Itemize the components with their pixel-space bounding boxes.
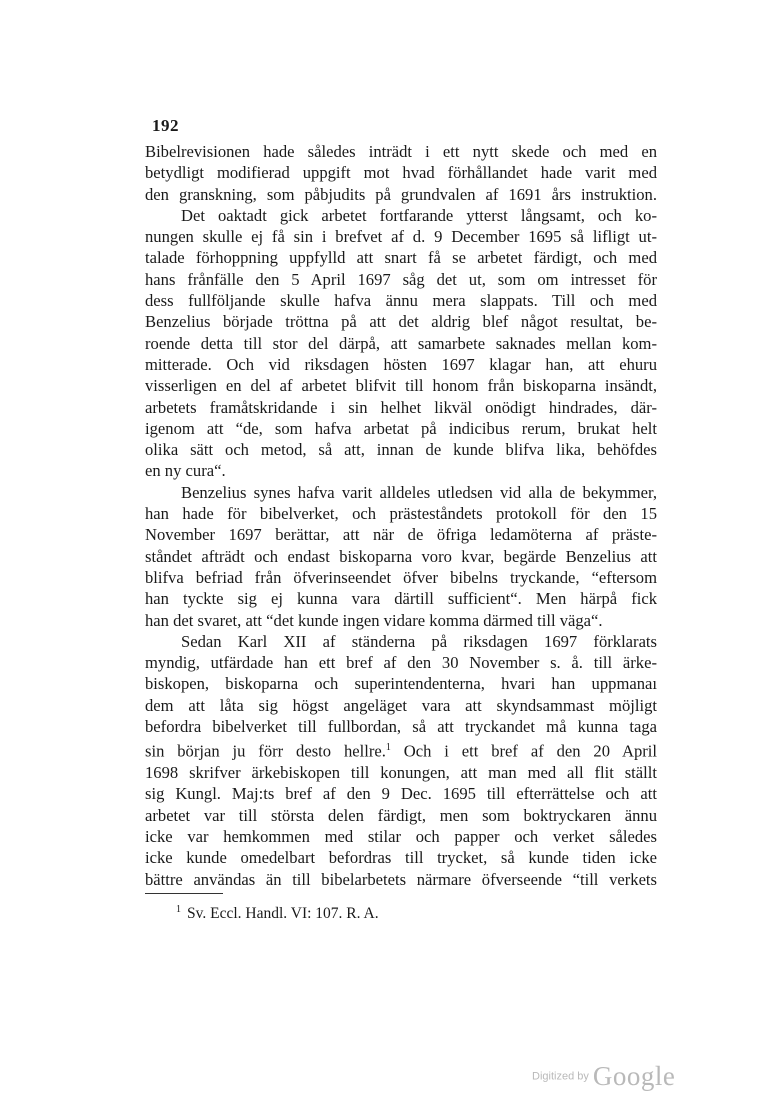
text-line: olika sätt och metod, så att, innan de kunde blifva lika, behöfdes [145, 440, 657, 460]
text-line: nungen skulle ej få sin i brefvet af d. 9 December 1695 så lifligt ut- [145, 227, 657, 247]
text-line: talade förhoppning uppfylld att snart få se arbetet färdigt, och med [145, 248, 657, 268]
text-line: Sedan Karl XII af ständerna på riksdagen 1697 förklarats [181, 631, 657, 651]
text-line: arbetets framåtskridande i sin helhet likväl onödigt hindrades, där- [145, 397, 657, 417]
footnote-divider [145, 893, 223, 894]
text-line: mitterade. Och vid riksdagen hösten 1697 klagar han, att ehuru [145, 354, 657, 374]
text-line: Det oaktadt gick arbetet fortfarande ytterst långsamt, och ko- [181, 205, 657, 225]
footnote [176, 904, 379, 923]
text-segment: sin början ju förr desto hellre. [145, 741, 386, 761]
google-logo: Google [592, 1061, 676, 1091]
text-line: 1698 skrifver ärkebiskopen till konungen, att man med all flit ställt [145, 763, 657, 783]
text-line: Benzelius började tröttna på att det aldrig blef något resultat, be- [145, 312, 657, 332]
text-line-with-footnote [145, 737, 657, 762]
watermark-prefix: Digitized by [532, 1070, 589, 1083]
footnote-text: Sv. Eccl. Handl. VI: 107. R. A. [187, 905, 379, 923]
text-line: han det svaret, att “det kunde ingen vidare komma därmed till väga“. [145, 610, 603, 630]
text-line: dem att låta sig högst angeläget vara att skyndsammast möjligt [145, 695, 657, 715]
footnote-marker: 1 [176, 904, 181, 915]
text-line: bättre användas än till bibelarbetets närmare öfverseende “till verkets [145, 869, 657, 889]
text-line: den granskning, som påbjudits på grundvalen af 1691 års instruktion. [145, 184, 657, 204]
text-line: befordra bibelverket till fullbordan, så att tryckandet må kunna taga [145, 717, 657, 737]
text-line: blifva befriad från öfverinseendet öfver bibelns tryckande, “eftersom [145, 567, 657, 587]
text-line: Benzelius synes hafva varit alldeles utledsen vid alla de bekymmer, [181, 482, 657, 502]
text-line: ståndet afträdt och endast biskoparna voro kvar, begärde Benzelius att [145, 546, 657, 566]
text-line: igenom att “de, som hafva arbetat på indicibus rerum, brukat helt [145, 418, 657, 438]
text-line: visserligen en del af arbetet blifvit till honom från biskoparna insändt, [145, 376, 657, 396]
text-line: arbetet var till största delen färdigt, men som boktryckaren ännu [145, 805, 657, 825]
text-line: roende detta till stor del därpå, att samarbete saknades mellan kom- [145, 333, 657, 353]
footnote-reference: 1 [385, 742, 391, 754]
text-line: Bibelrevisionen hade således inträdt i ett nytt skede och med en [145, 142, 657, 161]
digitized-watermark [532, 1061, 675, 1092]
text-line: hans frånfälle den 5 April 1697 såg det ut, som om intresset för [145, 269, 657, 289]
page-number: 192 [152, 116, 179, 135]
text-line: sig Kungl. Maj:ts bref af den 9 Dec. 1695 till efterrättelse och att [145, 784, 657, 804]
text-line: November 1697 berättar, att när de öfriga ledamöterna af präste- [145, 525, 657, 545]
text-line: biskopen, biskoparna och superintendenterna, hvari han uppmanaı [145, 674, 657, 694]
text-line: icke var hemkommen med stilar och papper och verket således [145, 827, 657, 847]
text-line: myndig, utfärdade han ett bref af den 30 November s. å. till ärke- [145, 653, 657, 673]
text-line: en ny cura“. [145, 461, 226, 481]
text-segment: Och i ett bref af den 20 April [403, 741, 658, 761]
text-line: han hade för bibelverket, och prästeståndets protokoll för den 15 [145, 504, 657, 524]
text-line: icke kunde omedelbart befordras till trycket, så kunde tiden icke [145, 848, 657, 868]
text-line: dess fullföljande skulle hafva ännu mera slappats. Till och med [145, 291, 657, 311]
text-line: han tyckte sig ej kunna vara därtill sufficient“. Men härpå fick [145, 589, 657, 609]
body-text [145, 141, 657, 890]
text-line: betydligt modifierad uppgift mot hvad förhållandet hade varit med [145, 163, 657, 183]
